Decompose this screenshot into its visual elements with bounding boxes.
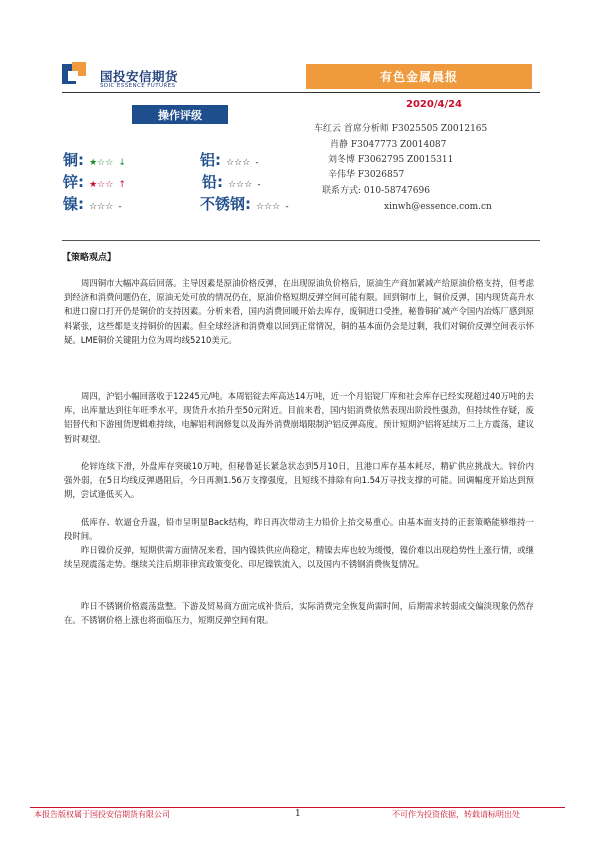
trend-flat-icon: - [285,202,289,212]
metal-name: 铝: [200,151,221,169]
report-date: 2020/4/24 [406,99,463,110]
rating-copper [63,150,126,172]
contact-email[interactable]: xinwh@essence.com.cn [384,202,492,212]
rating-nickel [63,194,122,216]
company-name-cn: 国投安信期货 [100,69,179,84]
analyst-line: 肖静 F3047773 Z0014087 [330,140,447,150]
paragraph-aluminum: 周四，沪铝小幅回落收于12245元/吨。本周铝锭去库高达14万吨，近一个月铝锭厂库和社会库存已经实现超过40万吨的去库，出库量达到往年旺季水平，现货升水抬升至50元附近。目前来看，国内铝消费依然表现出阶段性强劲，但持续性存疑，废铝替代和下游囤货逻辑难持续，电解铝利润修复以及海外消费崩塌限制沪铝反弹高度。预计短期沪铝将延续万二上方震荡，建议暂时观望。 [64,391,534,444]
metal-name: 铅: [202,173,223,191]
paragraph-nickel: 昨日镍价反弹，短期供需方面情况来看，国内镍铁供应尚稳定，精镍去库也较为缓慢，镍价难以出现趋势性上涨行情，或继续呈现震荡走势。继续关注后期菲律宾政策变化、印尼镍铁流入，以及国内不锈钢消费恢复情况。 [64,545,534,570]
analyst-line: 车红云 首席分析师 F3025505 Z0012165 [314,124,488,134]
paragraph-zinc: 伦锌连续下滑，外盘库存突破10万吨，但秘鲁延长紧急状态到5月10日，且港口库存基本耗尽，精矿供应挑战大。锌价内强外弱，在5日均线反弹遇阻后，今日再测1.56万支撑强度，且短线不排除有向1.54万寻找支撑的可能。回调幅度开始达到预期，尝试逢低买入。 [64,461,534,500]
star-rating: ☆☆☆ [256,202,281,212]
analyst-line: 辛伟华 F3026857 [328,170,405,180]
star-rating: ☆☆☆ [89,202,114,212]
star-rating: ★☆☆ [89,158,114,168]
metal-name: 锌: [63,173,84,191]
section-title: 【策略观点】 [62,253,117,263]
star-rating: ☆☆☆ [228,180,253,190]
report-title-banner: 有色金属晨报 [306,64,532,89]
metal-name: 不锈钢: [200,195,251,213]
header-divider [62,92,540,93]
contact-phone: 联系方式: 010-58747696 [322,186,430,196]
analyst-line: 刘冬博 F3062795 Z0015311 [328,155,454,165]
footer-disclaimer: 不可作为投资依据，转载请标明出处 [392,810,520,819]
page-number: 1 [295,809,301,819]
trend-flat-icon: - [255,158,259,168]
paragraph-copper: 周四铜市大幅冲高后回落。主导因素是原油价格反弹，在出现原油负价格后，原油生产商加紧减产给原油价格支持，但考虑到经济和消费问题仍在，原油无处可放的情况仍在，原油价格短期反弹空间可能有限。回到铜市上，铜价反弹，国内现货高升水和进口窗口打开仍是铜价的支持因素。分析来看，国内消费回暖开始去库存，废铜进口受挫，秘鲁铜矿减产令国内冶炼厂感到原料紧张，这些都是支持铜价的因素。但全球经济和消费难以回到正常情况，铜的基本面仍会是过剩，我们对铜价反弹空间表示怀疑。LME铜价关键阻力位为周均线5210美元。 [64,278,534,345]
company-logo-icon [62,62,98,86]
paragraph-stainless-steel: 昨日不锈钢价格震荡盘整。下游及贸易商方面完成补货后，实际消费完全恢复尚需时间，后期需求转弱成交偏淡现象仍然存在。不锈钢价格上涨也将面临压力，短期反弹空间有限。 [64,601,534,626]
star-rating: ★☆☆ [89,180,114,190]
footer-divider [30,807,565,808]
section-divider [62,240,540,241]
company-name-en: SDIC ESSENCE FUTURES [100,83,176,89]
paragraph-lead: 低库存、软逼仓升温，铅市呈明显Back结构，昨日再次带动主力铅价上抬交易重心。由基本面支持的正套策略能够维持一段时间。 [64,517,534,542]
rating-aluminum [200,150,259,172]
rating-heading: 操作评级 [132,105,228,124]
footer-copyright: 本报告版权属于国投安信期货有限公司 [34,810,170,819]
rating-stainless-steel [200,194,289,216]
trend-down-icon: ↓ [118,158,126,168]
star-rating: ☆☆☆ [226,158,251,168]
rating-lead [202,172,261,194]
trend-flat-icon: - [118,202,122,212]
metal-name: 铜: [63,151,84,169]
trend-up-icon: ↑ [118,180,126,190]
metal-name: 镍: [63,195,84,213]
trend-flat-icon: - [257,180,261,190]
rating-zinc [63,172,126,194]
